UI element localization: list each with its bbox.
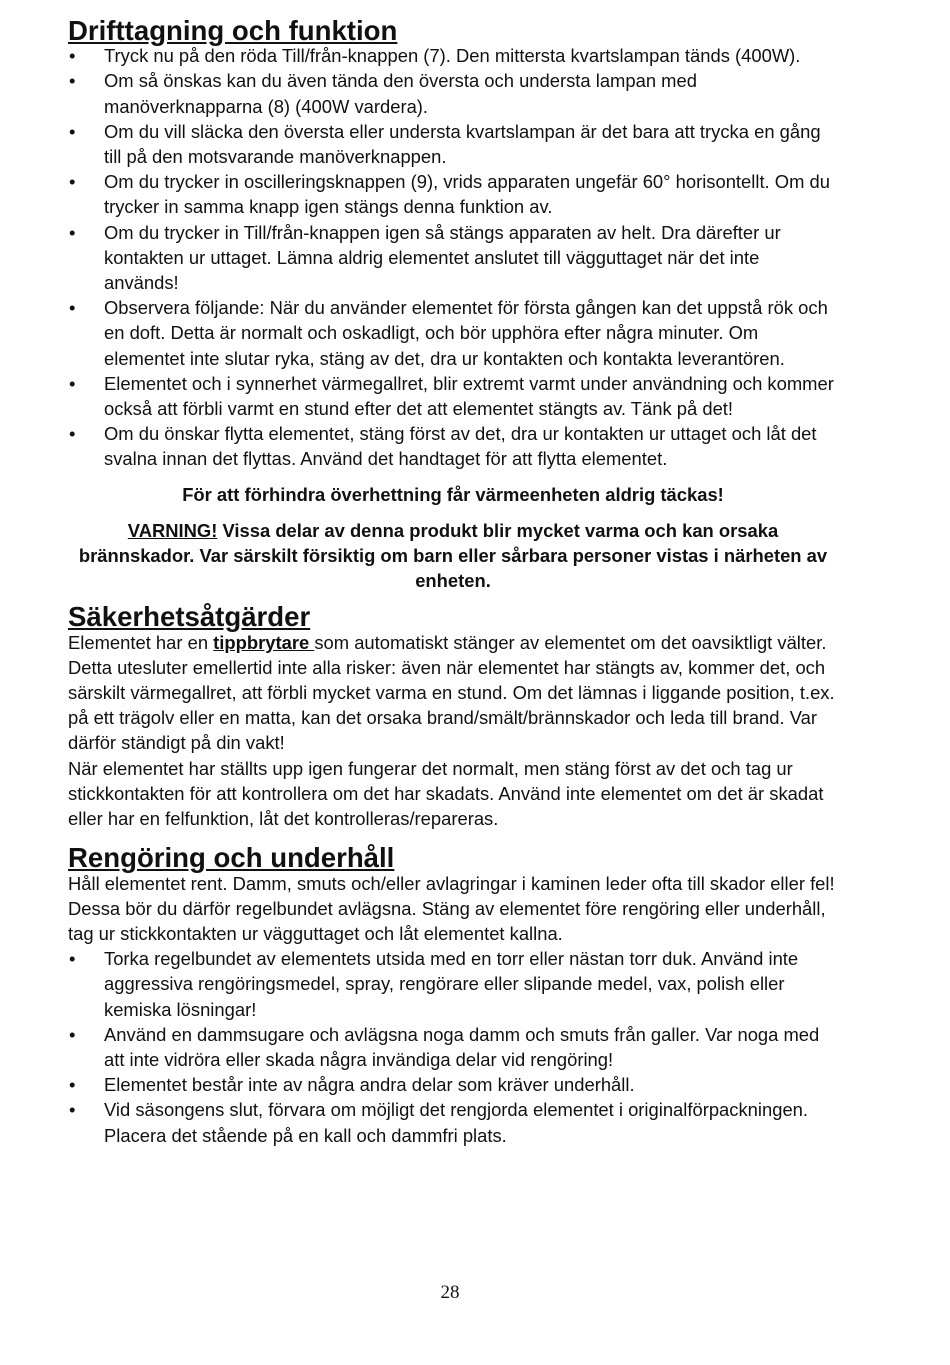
warning-text: Vissa delar av denna produkt blir mycket varma och kan orsaka brännskador. Var särskilt försiktig om barn eller sårbara personer vistas i närheten av enheten. xyxy=(78,519,828,592)
list-item: • Tryck nu på den röda Till/från-knappen (7). Den mittersta kvartslampan tänds (400W). xyxy=(68,43,838,68)
list-item: • Vid säsongens slut, förvara om möjligt det rengjorda elementet i originalförpackningen. Placera det stående på en kall och dammfri plats. xyxy=(68,1097,838,1147)
safety-paragraph-1 xyxy=(68,630,838,756)
section-heading-safety: Säkerhetsåtgärder xyxy=(68,601,311,633)
list-item: • Om du vill släcka den översta eller understa kvartslampan är det bara att trycka en gång till på den motsvarande manöverknappen. xyxy=(68,119,838,169)
list-item: • Om så önskas kan du även tända den översta och understa lampan med manöverknapparna (8) (400W vardera). xyxy=(68,68,838,118)
list-item: • Om du trycker in Till/från-knappen igen så stängs apparaten av helt. Dra därefter ur kontakten ur uttaget. Lämna aldrig elementet anslutet till vägguttaget när det inte används! xyxy=(68,220,838,296)
list-item: • Observera följande: När du använder elementet för första gången kan det uppstå rök och en doft. Detta är normalt och oskadligt, och bör upphöra efter några minuter. Om elementet inte slutar ryka, stäng av det, dra ur kontakten och kontakta leverantören. xyxy=(68,295,838,371)
section-heading-operation: Drifttagning och funktion xyxy=(68,15,398,46)
maintenance-list xyxy=(68,946,838,1148)
maintenance-section xyxy=(68,842,838,1147)
safety-paragraph-2: När elementet har ställts upp igen fungerar det normalt, men stäng först av det och tag ur stickkontakten för att kontrollera om det har skadats. Använd inte elementet om det är skadat eller har en felfunktion, låt det kontrolleras/repareras. xyxy=(68,757,824,830)
list-item: • Använd en dammsugare och avlägsna noga damm och smuts från galler. Var noga med att inte vidröra eller skada några invändiga delar vid rengöring! xyxy=(68,1022,838,1072)
overheat-notice: För att förhindra överhettning får värmeenheten aldrig täckas! xyxy=(182,483,724,505)
warning-block xyxy=(68,518,838,594)
warning-label: VARNING! xyxy=(127,519,218,541)
list-item: • Om du önskar flytta elementet, stäng först av det, dra ur kontakten ur uttaget och låt det svalna innan det flyttas. Använd det handtaget för att flytta elementet. xyxy=(68,421,838,471)
page-number: 28 xyxy=(440,1282,460,1303)
page-content xyxy=(68,15,838,1148)
list-item: • Elementet och i synnerhet värmegallret, blir extremt varmt under användning och kommer också att förbli varmt en stund efter det att elementet stängts av. Tänk på det! xyxy=(68,371,838,421)
safety-text: Elementet har en xyxy=(68,631,214,653)
tip-switch-term: tippbrytare xyxy=(213,631,315,653)
operation-list xyxy=(68,43,838,471)
section-heading-maintenance: Rengöring och underhåll xyxy=(68,842,395,874)
list-item: • Om du trycker in oscilleringsknappen (9), vrids apparaten ungefär 60° horisontellt. Om du trycker in samma knapp igen stängs denna funktion av. xyxy=(68,169,838,219)
list-item: • Torka regelbundet av elementets utsida med en torr eller nästan torr duk. Använd inte aggressiva rengöringsmedel, spray, rengörare eller slipande medel, vax, polish eller kemiska lösningar! xyxy=(68,946,838,1022)
list-item: • Elementet består inte av några andra delar som kräver underhåll. xyxy=(68,1072,838,1097)
safety-section xyxy=(68,601,838,831)
safety-text: som automatiskt stänger av elementet om det oavsiktligt välter. Detta utesluter emellertid inte alla risker: även när elementet har stängts av, kommer det, och särskilt värmegallret, att förbli mycket varma en stund. Om det lämnas i liggande position, t.ex. på ett trägolv eller en matta, kan det orsaka brand/smält/brännskador och leda till brand. Var därför ständigt på din vakt! xyxy=(68,631,835,754)
maintenance-intro: Håll elementet rent. Damm, smuts och/eller avlagringar i kaminen leder ofta till skador eller fel! Dessa bör du därför regelbundet avlägsna. Stäng av elementet före rengöring eller underhåll, tag ur stickkontakten ur vägguttaget och låt elementet kallna. xyxy=(68,872,835,944)
